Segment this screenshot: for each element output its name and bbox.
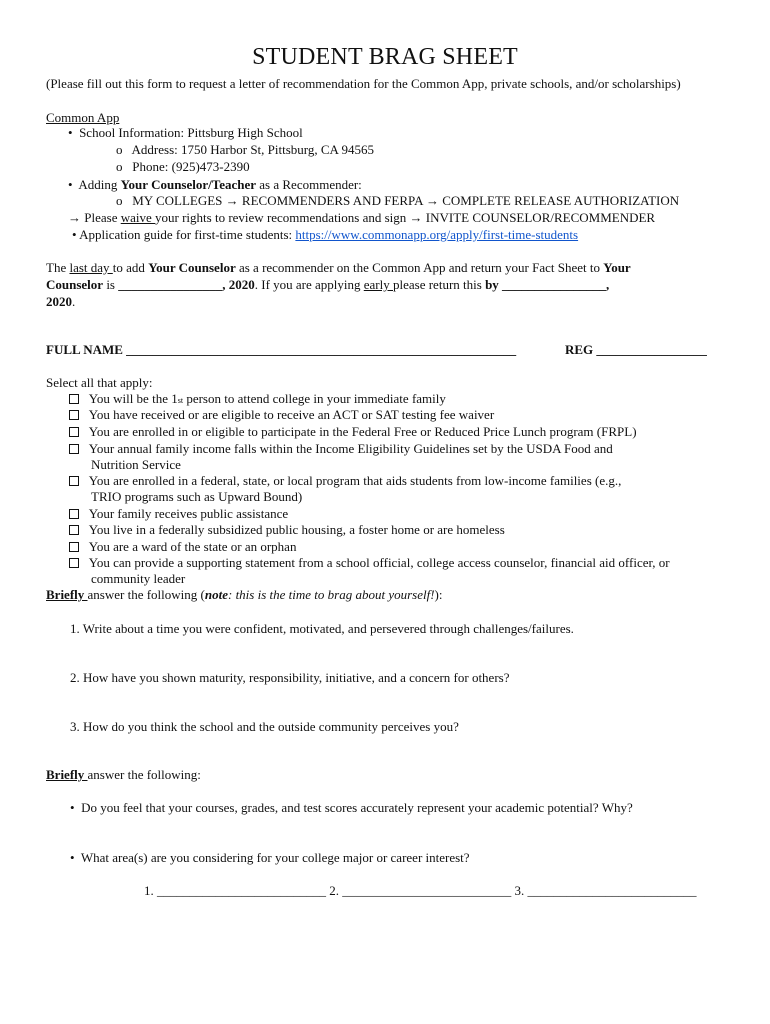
note-text: note	[204, 587, 228, 602]
checkbox[interactable]	[69, 558, 79, 568]
waive-underlined: waive	[120, 210, 156, 225]
briefly-text: answer the following:	[87, 767, 201, 782]
school-info-text: School Information: Pittsburg High School	[79, 125, 303, 140]
bullet-icon: •	[72, 227, 77, 242]
checklist-text: person to attend college in your immediate family	[183, 391, 446, 406]
checklist-item-public-assistance[interactable]	[69, 506, 288, 522]
checkbox[interactable]	[69, 394, 79, 404]
early-text: early	[363, 277, 393, 292]
reg-field[interactable]: REG _________________	[565, 342, 707, 357]
bullet-icon: •	[68, 125, 73, 140]
checklist-text: You are a ward of the state or an orphan	[88, 539, 297, 554]
checklist-text: Your annual family income falls within the Income Eligibility Guidelines set by the USDA Food and	[88, 441, 613, 456]
sub-bullet-icon: o	[116, 142, 123, 157]
deadline-text: . If you are applying	[254, 277, 364, 292]
address-text: Address: 1750 Harbor St, Pittsburg, CA 94565	[131, 142, 374, 157]
sub-bullet-icon: o	[116, 159, 123, 174]
bullet-icon: •	[70, 850, 75, 865]
briefly-heading-2	[46, 767, 201, 783]
checklist-text: You are enrolled in a federal, state, or local program that aids students from low-income families (e.g.,	[88, 473, 622, 488]
your-counselor-text: Your Counselor	[148, 260, 236, 275]
checkbox[interactable]	[69, 542, 79, 552]
question-1: 1. Write about a time you were confident, motivated, and persevered through challenges/failures.	[70, 621, 574, 636]
checklist-continuation: community leader	[91, 571, 186, 586]
bullet-text: Do you feel that your courses, grades, and test scores accurately represent your academic potential? Why?	[81, 800, 633, 815]
adding-bold: Your Counselor/Teacher	[120, 177, 257, 192]
checkbox[interactable]	[69, 427, 79, 437]
deadline-line-1	[46, 260, 631, 276]
year-text: 2020	[46, 294, 72, 309]
checklist-item-frpl[interactable]	[69, 424, 637, 440]
checkbox[interactable]	[69, 410, 79, 420]
last-day-text: last day	[69, 260, 113, 275]
waive-suffix: your rights to review recommendations and sign → INVITE COUNSELOR/RECOMMENDER	[155, 210, 656, 225]
your-text: Your	[603, 260, 631, 275]
deadline-text: is	[103, 277, 119, 292]
my-colleges-text: MY COLLEGES → RECOMMENDERS AND FERPA → COMPLETE RELEASE AUTHORIZATION	[132, 193, 680, 208]
my-colleges-item	[116, 193, 679, 209]
checklist-text: You have received or are eligible to receive an ACT or SAT testing fee waiver	[88, 407, 495, 422]
select-all-label: Select all that apply:	[46, 375, 153, 390]
checklist-text: Your family receives public assistance	[88, 506, 289, 521]
checklist-text: You live in a federally subsidized public housing, a foster home or are homeless	[88, 522, 505, 537]
checklist-item-fee-waiver[interactable]	[69, 407, 494, 423]
checklist-text: You will be the 1	[88, 391, 178, 406]
guide-link[interactable]: https://www.commonapp.org/apply/first-time-students	[295, 227, 579, 242]
counselor-text: Counselor	[46, 277, 104, 292]
briefly-text: ):	[434, 587, 443, 602]
checklist-item-income[interactable]	[69, 441, 613, 457]
bullet-major-interest	[70, 850, 470, 866]
page-title: STUDENT BRAG SHEET	[252, 44, 518, 70]
checkbox[interactable]	[69, 525, 79, 535]
bullet-guide	[72, 227, 578, 243]
checklist-text: You are enrolled in or eligible to participate in the Federal Free or Reduced Price Lunch program (FRPL)	[88, 424, 637, 439]
phone-item	[116, 159, 250, 175]
period-text: .	[72, 294, 76, 309]
checklist-item-ward[interactable]	[69, 539, 296, 555]
bullet-icon: •	[68, 177, 73, 192]
deadline-date-blank[interactable]: ________________, 2020	[118, 277, 255, 292]
bullet-icon: •	[70, 800, 75, 815]
deadline-text: as a recommender on the Common App and return your Fact Sheet to	[235, 260, 604, 275]
bullet-text: What area(s) are you considering for your college major or career interest?	[80, 850, 470, 865]
deadline-line-2	[46, 277, 609, 293]
majors-blanks[interactable]: 1. __________________________ 2. __________________________ 3. __________________________	[144, 883, 697, 898]
address-item	[116, 142, 374, 158]
question-2: 2. How have you shown maturity, responsibility, initiative, and a concern for others?	[70, 670, 510, 685]
subtitle: (Please fill out this form to request a letter of recommendation for the Common App, private schools, and/or scholarships)	[46, 76, 681, 91]
sub-bullet-icon: o	[116, 193, 123, 208]
checklist-continuation: Nutrition Service	[91, 457, 181, 472]
checklist-text: You can provide a supporting statement from a school official, college access counselor, financial aid officer, or	[88, 555, 670, 570]
checklist-continuation: TRIO programs such as Upward Bound)	[91, 489, 303, 504]
briefly-heading-1	[46, 587, 442, 603]
checklist-item-supporting-statement[interactable]	[69, 555, 670, 571]
waive-prefix: → Please	[68, 210, 121, 225]
briefly-text: answer the following (	[87, 587, 205, 602]
waive-line	[68, 210, 655, 226]
checkbox[interactable]	[69, 444, 79, 454]
bullet-school-info	[68, 125, 303, 141]
full-name-field[interactable]: FULL NAME ____________________________________________________________	[46, 342, 517, 357]
checkbox[interactable]	[69, 476, 79, 486]
deadline-text: The	[46, 260, 70, 275]
briefly-text: Briefly	[46, 767, 88, 782]
deadline-line-3	[46, 294, 75, 310]
common-app-heading: Common App	[46, 110, 120, 125]
deadline-text: to add	[112, 260, 149, 275]
checklist-item-housing[interactable]	[69, 522, 505, 538]
checklist-superscript: st	[177, 396, 184, 405]
adding-suffix: as a Recommender:	[256, 177, 362, 192]
phone-text: Phone: (925)473-2390	[132, 159, 250, 174]
note-italic-text: : this is the time to brag about yourself!	[227, 587, 435, 602]
deadline-text: please return this	[393, 277, 486, 292]
guide-prefix: Application guide for first-time students:	[79, 227, 296, 242]
early-date-blank[interactable]: by ________________,	[485, 277, 610, 292]
checkbox[interactable]	[69, 509, 79, 519]
bullet-adding	[68, 177, 362, 193]
briefly-text: Briefly	[46, 587, 88, 602]
bullet-academic-potential	[70, 800, 633, 816]
adding-prefix: Adding	[78, 177, 121, 192]
checklist-item-federal-program[interactable]	[69, 473, 621, 489]
question-3: 3. How do you think the school and the outside community perceives you?	[70, 719, 459, 734]
